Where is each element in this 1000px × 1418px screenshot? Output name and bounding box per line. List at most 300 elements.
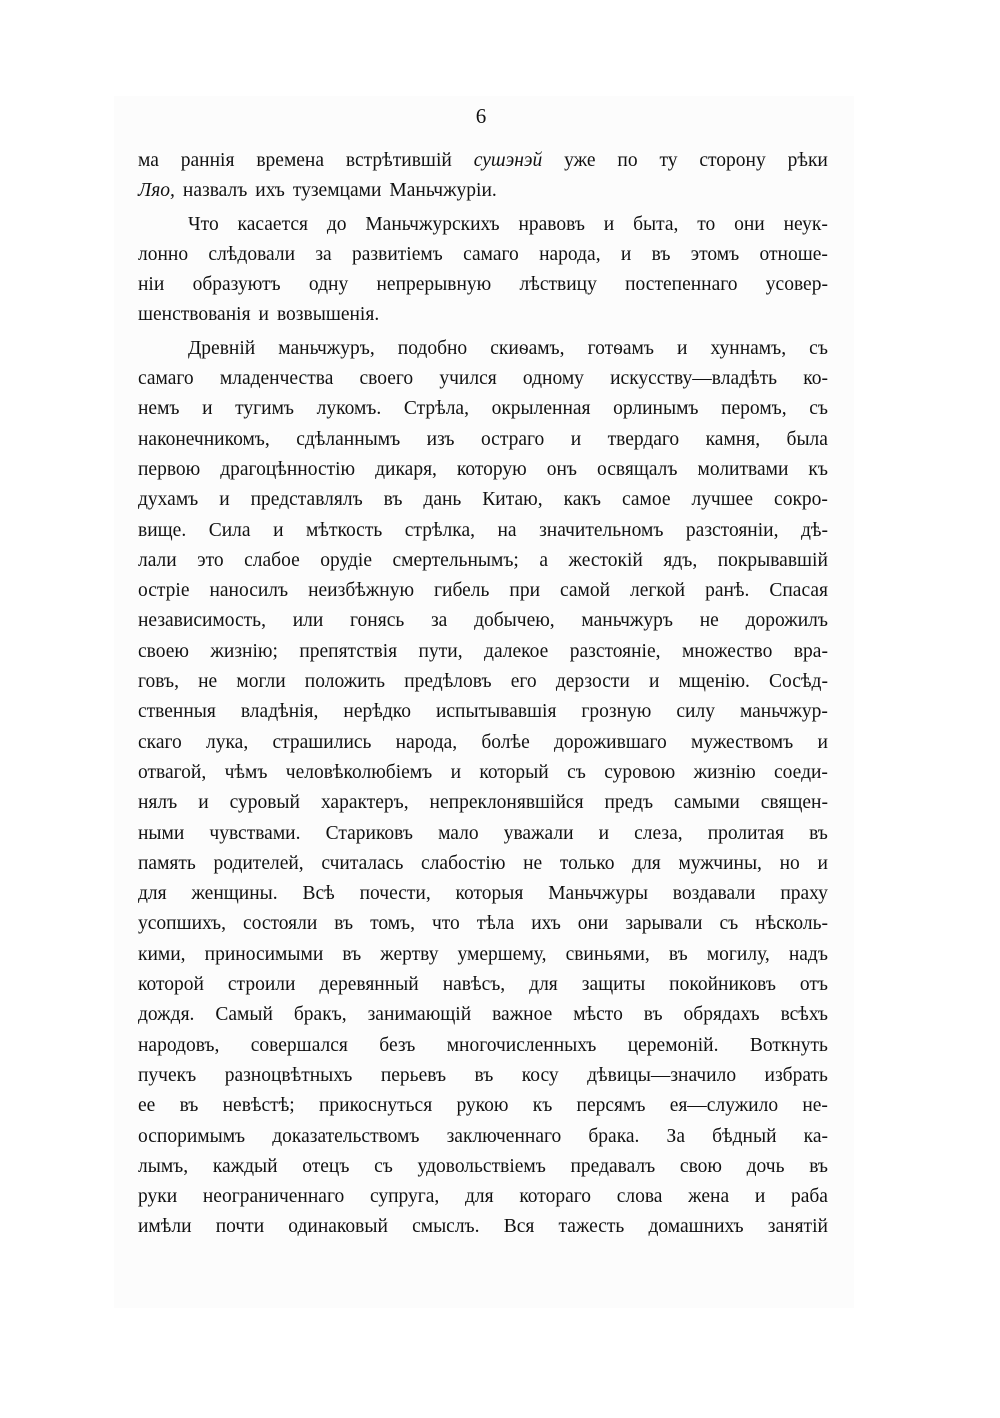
word: немъ [138,398,180,420]
word: раннія [180,150,235,171]
word: разноцвѣтныхъ [224,1064,353,1086]
word: для [138,883,167,905]
word: жизнію [693,761,756,783]
word: бракъ, [293,1004,347,1026]
word: ее [138,1095,156,1117]
text-line [138,1091,828,1121]
text-line [138,516,828,546]
word: ранѣ. [705,580,750,602]
word: Самый [215,1004,273,1026]
word: или [292,610,324,632]
word: сушэнэй [473,150,543,171]
word: отноше- [759,243,828,265]
word: ко- [803,368,828,390]
word: суровый [229,792,300,814]
word: по [617,150,638,171]
text-line [138,788,828,818]
word: который [479,761,549,783]
word: уважали [503,822,574,844]
word: слова [616,1186,663,1208]
text-line [138,270,828,300]
word: сдѣланнымъ [296,428,401,450]
word: уже [564,150,596,171]
word: касается [237,213,308,235]
word: мѣсто [573,1004,623,1026]
word: жизнію; [210,640,278,662]
text-line [138,667,828,697]
word: слабостію [421,852,506,874]
paragraph [138,146,828,207]
word: и [648,671,660,693]
word: постепеннаго [625,274,738,296]
word: орудіе [320,549,372,571]
word: народовъ, [138,1034,220,1056]
word: и [620,243,632,265]
body-text [138,146,828,1243]
text-line [138,758,828,788]
word: молитвами [697,458,789,480]
text-line [138,970,828,1000]
word: строили [227,974,296,996]
text-line [138,1212,828,1242]
word: вра- [793,640,828,662]
word: праху [780,883,828,905]
word: могилу, [706,943,770,965]
word: важное [492,1004,553,1026]
word: многочисленныхъ [446,1034,597,1056]
word: гибель [434,580,490,602]
word: и [198,792,209,814]
word: развитіемъ [352,243,443,265]
word: косу [521,1064,559,1086]
word: духамъ [138,489,199,511]
word: маньчжуръ [581,610,673,632]
word: съ [809,398,828,420]
word: скиѳамъ, [490,337,565,359]
word: къ [532,1095,553,1117]
word: болѣе [481,731,530,753]
word: зарывали [625,913,703,935]
word: готѳамъ [587,337,654,359]
word: съ [374,1155,393,1177]
word: и [603,213,615,235]
word: жена [688,1186,730,1208]
word: Маньчжуры [548,883,648,905]
word: быта, [633,213,679,235]
text-line [138,485,828,515]
word: всѣхъ [780,1004,828,1026]
word: говъ, [138,671,179,693]
word: и [273,519,284,541]
word: а [539,549,548,571]
word: то [697,213,716,235]
word: они [734,213,765,235]
word: въ [342,943,362,965]
word: состояли [242,913,318,935]
word: нерѣдко [343,701,411,723]
word: стрѣлка, [404,519,475,541]
word: добычею, [474,610,555,632]
word: предъ [604,792,654,814]
word: Сосѣд- [769,671,828,693]
word: которую [456,458,527,480]
word: каждый [212,1155,278,1177]
word: перомъ, [721,398,787,420]
text-line [138,146,828,176]
word: драгоцѣнностію [220,458,356,480]
word: характеръ, [320,792,409,814]
word: назвалъ [182,180,248,202]
word: память [138,852,196,874]
word: и [258,304,269,326]
word: представлялъ [250,489,363,511]
word: самаго [463,243,519,265]
word: самаго [138,368,194,390]
word: шенствованія [138,304,251,326]
word: въ [179,1095,199,1117]
word: до [326,213,347,235]
word: Спасая [769,580,828,602]
word: бѣдный [712,1125,777,1147]
word: и [598,822,610,844]
text-line [138,1122,828,1152]
word: нялъ [138,792,178,814]
paragraph [138,210,828,331]
word: могли [236,671,286,693]
word: ственныя [138,701,216,723]
word: За [666,1125,685,1147]
word: домашнихъ [648,1216,744,1238]
word: Ляо, [138,180,175,202]
word: при [509,580,541,602]
word: которой [138,974,204,996]
text-line [138,546,828,576]
word: дань [423,489,462,511]
text-line [138,697,828,727]
text-line [138,176,828,206]
word: смыслъ. [412,1216,480,1238]
word: ка- [803,1125,828,1147]
word: орлинымъ [613,398,699,420]
word: слеза, [634,822,683,844]
word: предѣловъ [404,671,492,693]
word: ными [138,822,185,844]
word: предавалъ [570,1155,656,1177]
word: и [219,489,230,511]
word: заключеннаго [446,1125,562,1147]
word: рѣки [787,150,828,171]
word: прикоснуться [318,1095,433,1117]
word: свиньями, [565,943,650,965]
word: встрѣтившій [345,150,452,171]
word: для [465,1186,494,1208]
word: родителей, [213,852,304,874]
word: занимающій [367,1004,472,1026]
word: слабое [244,549,300,571]
word: его [510,671,537,693]
word: имѣли [138,1216,192,1238]
text-line [138,1031,828,1061]
word: рукою [456,1095,509,1117]
word: мало [438,822,479,844]
text-line [138,879,828,909]
text-line [138,210,828,240]
word: наконечникомъ, [138,428,270,450]
word: и [202,398,213,420]
word: котораго [519,1186,591,1208]
word: одному [522,368,584,390]
word: независимость, [138,610,266,632]
word: мщенію. [678,671,750,693]
word: смертельнымъ; [392,549,519,571]
word: остраго [480,428,545,450]
word: чувствами. [209,822,301,844]
word: брака. [588,1125,640,1147]
word: дождя. [138,1004,195,1026]
word: на [497,519,517,541]
word: дорожившаго [554,731,667,753]
word: Вся [503,1216,535,1238]
word: образуютъ [192,274,281,296]
word: лучшее [691,489,754,511]
word: и [817,852,828,874]
word: не- [802,1095,828,1117]
word: остріе [138,580,190,602]
word: за [430,610,448,632]
word: обрядахъ [683,1004,760,1026]
word: въ [651,243,671,265]
word: Стариковъ [325,822,413,844]
word: лѣствицу [519,274,597,296]
word: жертву [380,943,439,965]
word: Что [188,213,219,235]
word: отецъ [302,1155,350,1177]
word: почести, [359,883,431,905]
word: своего [359,368,414,390]
word: не [523,852,543,874]
word: лымъ, [138,1155,189,1177]
word: занятій [767,1216,828,1238]
word: дикаря, [375,458,437,480]
word: непреклонявшійся [429,792,584,814]
text-line [138,455,828,485]
word: и [754,1186,766,1208]
word: отъ [799,974,828,996]
word: неук- [783,213,828,235]
word: ея—служило [669,1095,779,1117]
word: положить [304,671,386,693]
word: сторону [699,150,766,171]
word: навѣсъ, [442,974,506,996]
word: считалась [321,852,404,874]
word: ихъ [255,180,285,202]
word: окрыленная [491,398,591,420]
word: ядъ, [663,549,698,571]
word: кими, [138,943,186,965]
word: въ [383,489,403,511]
word: камня, [705,428,761,450]
word: маньчжуръ, [278,337,375,359]
word: маньчжур- [739,701,828,723]
text-line [138,394,828,424]
word: дерзости [555,671,630,693]
word: онъ [546,458,578,480]
word: въ [668,943,688,965]
word: и [450,761,462,783]
word: защиты [581,974,646,996]
text-line [138,425,828,455]
word: надъ [788,943,828,965]
word: въ [809,822,828,844]
word: изъ [426,428,455,450]
word: пути, [418,640,463,662]
word: въ [334,913,354,935]
text-line [138,334,828,364]
word: только [559,852,615,874]
word: за [315,243,332,265]
word: какъ [563,489,601,511]
word: времена [256,150,325,171]
text-line [138,1152,828,1182]
text-line [138,849,828,879]
word: одну [308,274,349,296]
word: искусству—владѣть [610,368,778,390]
text-line [138,1182,828,1212]
word: одинаковый [288,1216,388,1238]
word: ту [659,150,678,171]
word: жестокій [568,549,643,571]
word: деревянный [319,974,419,996]
word: Маньчжуріи. [389,180,497,202]
word: перьевъ [380,1064,447,1086]
word: неизбѣжную [308,580,415,602]
word: но [779,852,800,874]
word: легкой [630,580,686,602]
word: съ [567,761,586,783]
word: Древній [188,337,256,359]
word: и [570,428,582,450]
text-line [138,300,828,330]
word: Воткнуть [749,1034,828,1056]
word: къ [808,458,828,480]
word: священ- [760,792,828,814]
word: суровою [604,761,676,783]
word: руки [138,1186,178,1208]
word: сокро- [774,489,828,511]
word: церемоній. [627,1034,719,1056]
word: разстояніе, [569,640,661,662]
word: покрывавшій [717,549,828,571]
word: избрать [764,1064,828,1086]
word: мужчины, [678,852,762,874]
word: тугимъ [235,398,295,420]
word: скаго [138,731,182,753]
text-line [138,728,828,758]
word: супруга, [369,1186,440,1208]
word: которыя [455,883,524,905]
word: томъ, [370,913,416,935]
word: страшились [272,731,372,753]
word: непрерывную [376,274,492,296]
word: дорожилъ [745,610,828,632]
word: народа, [395,731,458,753]
word: и [817,731,828,753]
word: владѣнія, [240,701,319,723]
word: препятствія [299,640,398,662]
word: дочь [746,1155,785,1177]
word: Стрѣла, [403,398,469,420]
text-line [138,364,828,394]
word: тажесть [558,1216,625,1238]
word: совершался [250,1034,348,1056]
word: гонясь [350,610,405,632]
word: не [699,610,719,632]
word: доказательствомъ [272,1125,420,1147]
word: возвышенія. [276,304,380,326]
word: значительномъ [539,519,664,541]
word: ихъ [531,913,561,935]
text-line [138,1000,828,1030]
word: для [632,852,661,874]
word: грозную [581,701,652,723]
word: Всѣ [302,883,335,905]
word: не [198,671,218,693]
word: туземцами [292,180,382,202]
word: съ [809,337,828,359]
word: нѣсколь- [755,913,828,935]
word: далекое [484,640,549,662]
word: наносилъ [209,580,289,602]
word: человѣколюбіемъ [285,761,433,783]
text-line [138,819,828,849]
word: тѣла [476,913,515,935]
word: была [786,428,828,450]
word: чѣмъ [224,761,268,783]
word: въ [474,1064,494,1086]
word: дѣвицы—значило [587,1064,737,1086]
word: раба [790,1186,828,1208]
word: подобно [397,337,468,359]
word: Китаю, [482,489,543,511]
word: что [431,913,460,935]
word: умершему, [457,943,547,965]
word: народа, [539,243,601,265]
word: ма [138,150,159,171]
word: для [529,974,558,996]
word: женщины. [191,883,278,905]
word: безъ [379,1034,416,1056]
word: самое [621,489,671,511]
word: разстояніи, [685,519,779,541]
text-line [138,1061,828,1091]
word: это [197,549,224,571]
word: младенчества [219,368,334,390]
word: усовер- [765,274,828,296]
paragraph [138,334,828,1243]
word: первою [138,458,201,480]
word: слѣдовали [208,243,296,265]
word: множество [681,640,773,662]
word: ніи [138,274,165,296]
word: самыми [674,792,740,814]
word: вище. [138,519,187,541]
word: своею [138,640,189,662]
word: самой [559,580,611,602]
word: въ [809,1155,828,1177]
word: покойниковъ [669,974,776,996]
word: въ [643,1004,663,1026]
word: оспоримымъ [138,1125,246,1147]
